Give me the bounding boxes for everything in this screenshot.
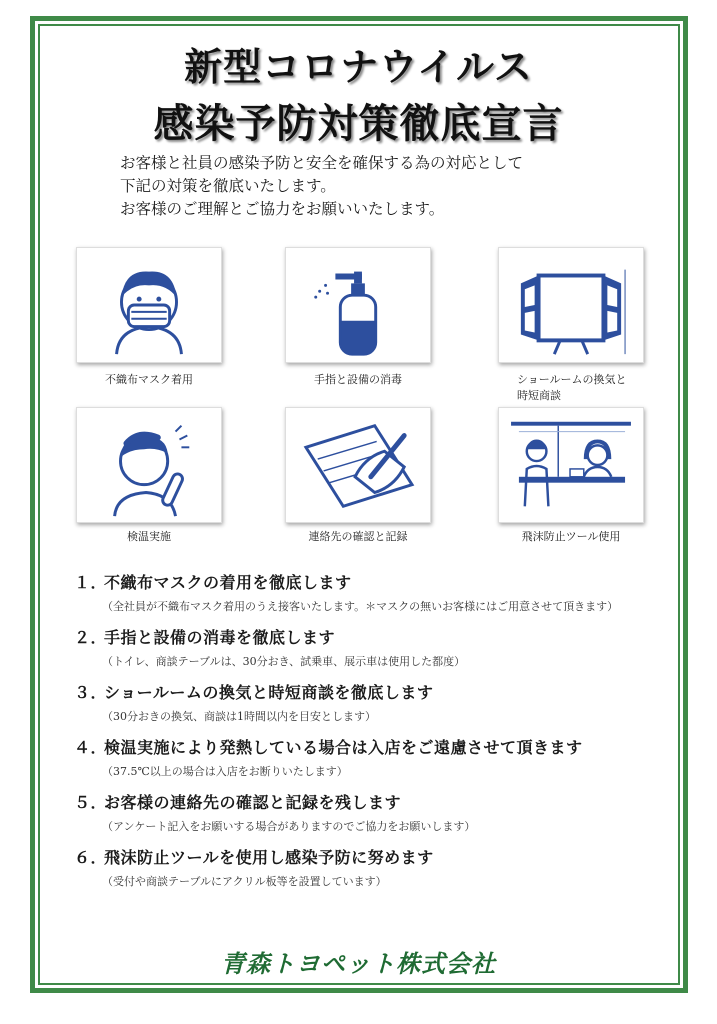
measure-note: （アンケート記入をお願いする場合がありますのでご協力をお願いします） bbox=[102, 820, 476, 833]
intro-line: 下記の対策を徹底いたします。 bbox=[120, 177, 336, 195]
company-logo-text: 青森トヨペット株式会社 bbox=[221, 950, 496, 978]
measure-number: １． bbox=[74, 573, 108, 592]
measure-number: ３． bbox=[74, 683, 108, 702]
measure-item bbox=[74, 570, 674, 614]
measure-note: （トイレ、商談テーブルは、30分おき、試乗車、展示車は使用した都度） bbox=[102, 655, 466, 668]
icon-caption: 連絡先の確認と記録 bbox=[308, 530, 408, 543]
mask-person-icon bbox=[77, 248, 221, 362]
measure-number: ２． bbox=[74, 628, 108, 647]
sanitizer-icon bbox=[286, 248, 430, 362]
open-window-icon bbox=[499, 248, 643, 362]
window-tile bbox=[498, 247, 644, 363]
measure-note: （全社員が不織布マスク着用のうえ接客いたします。＊マスクの無いお客様にはご用意させて頂きます） bbox=[102, 600, 619, 613]
measure-number: ６． bbox=[74, 848, 108, 867]
sanitizer-tile bbox=[285, 247, 431, 363]
acrylic-partition-icon bbox=[499, 408, 643, 522]
intro-text bbox=[120, 152, 640, 221]
icon-caption: 飛沫防止ツール使用 bbox=[521, 530, 621, 543]
measure-item bbox=[74, 735, 674, 779]
measure-heading: 不織布マスクの着用を徹底します bbox=[104, 573, 352, 592]
measure-item bbox=[74, 790, 674, 834]
writing-hand-icon bbox=[286, 408, 430, 522]
intro-line: お客様と社員の感染予防と安全を確保する為の対応として bbox=[120, 154, 524, 172]
measure-heading: お客様の連絡先の確認と記録を残します bbox=[104, 793, 402, 812]
title-line-2: 感染予防対策徹底宣言 bbox=[153, 101, 564, 147]
measure-number: ４． bbox=[74, 738, 108, 757]
measure-item bbox=[74, 680, 674, 724]
icon-caption: 不織布マスク着用 bbox=[105, 373, 193, 386]
measure-note: （受付や商談テーブルにアクリル板等を設置しています） bbox=[102, 875, 387, 888]
measures-list bbox=[74, 570, 674, 900]
partition-tile bbox=[498, 407, 644, 523]
measure-heading: 検温実施により発熱している場合は入店をご遠慮させて頂きます bbox=[104, 738, 583, 757]
measure-heading: 飛沫防止ツールを使用し感染予防に努めます bbox=[104, 848, 434, 867]
measure-number: ５． bbox=[74, 793, 108, 812]
intro-line: お客様のご理解とご協力をお願いいたします。 bbox=[120, 200, 445, 218]
measure-heading: 手指と設備の消毒を徹底します bbox=[104, 628, 336, 647]
icon-caption: 検温実施 bbox=[127, 530, 171, 543]
icon-caption-line: 時短商談 bbox=[517, 389, 561, 402]
measure-item bbox=[74, 845, 674, 889]
measure-item bbox=[74, 625, 674, 669]
icon-caption bbox=[517, 372, 657, 404]
writing-tile bbox=[285, 407, 431, 523]
measure-note: （30分おきの換気、商談は1時間以内を目安とします） bbox=[102, 710, 376, 723]
mask-tile bbox=[76, 247, 222, 363]
title-line-1: 新型コロナウイルス bbox=[184, 45, 533, 89]
measure-note: （37.5℃以上の場合は入店をお断りいたします） bbox=[102, 765, 348, 778]
thermometer-tile bbox=[76, 407, 222, 523]
measure-heading: ショールームの換気と時短商談を徹底します bbox=[104, 683, 434, 702]
thermometer-person-icon bbox=[77, 408, 221, 522]
icon-caption: 手指と設備の消毒 bbox=[314, 373, 402, 386]
icon-caption-line: ショールームの換気と bbox=[517, 373, 627, 386]
